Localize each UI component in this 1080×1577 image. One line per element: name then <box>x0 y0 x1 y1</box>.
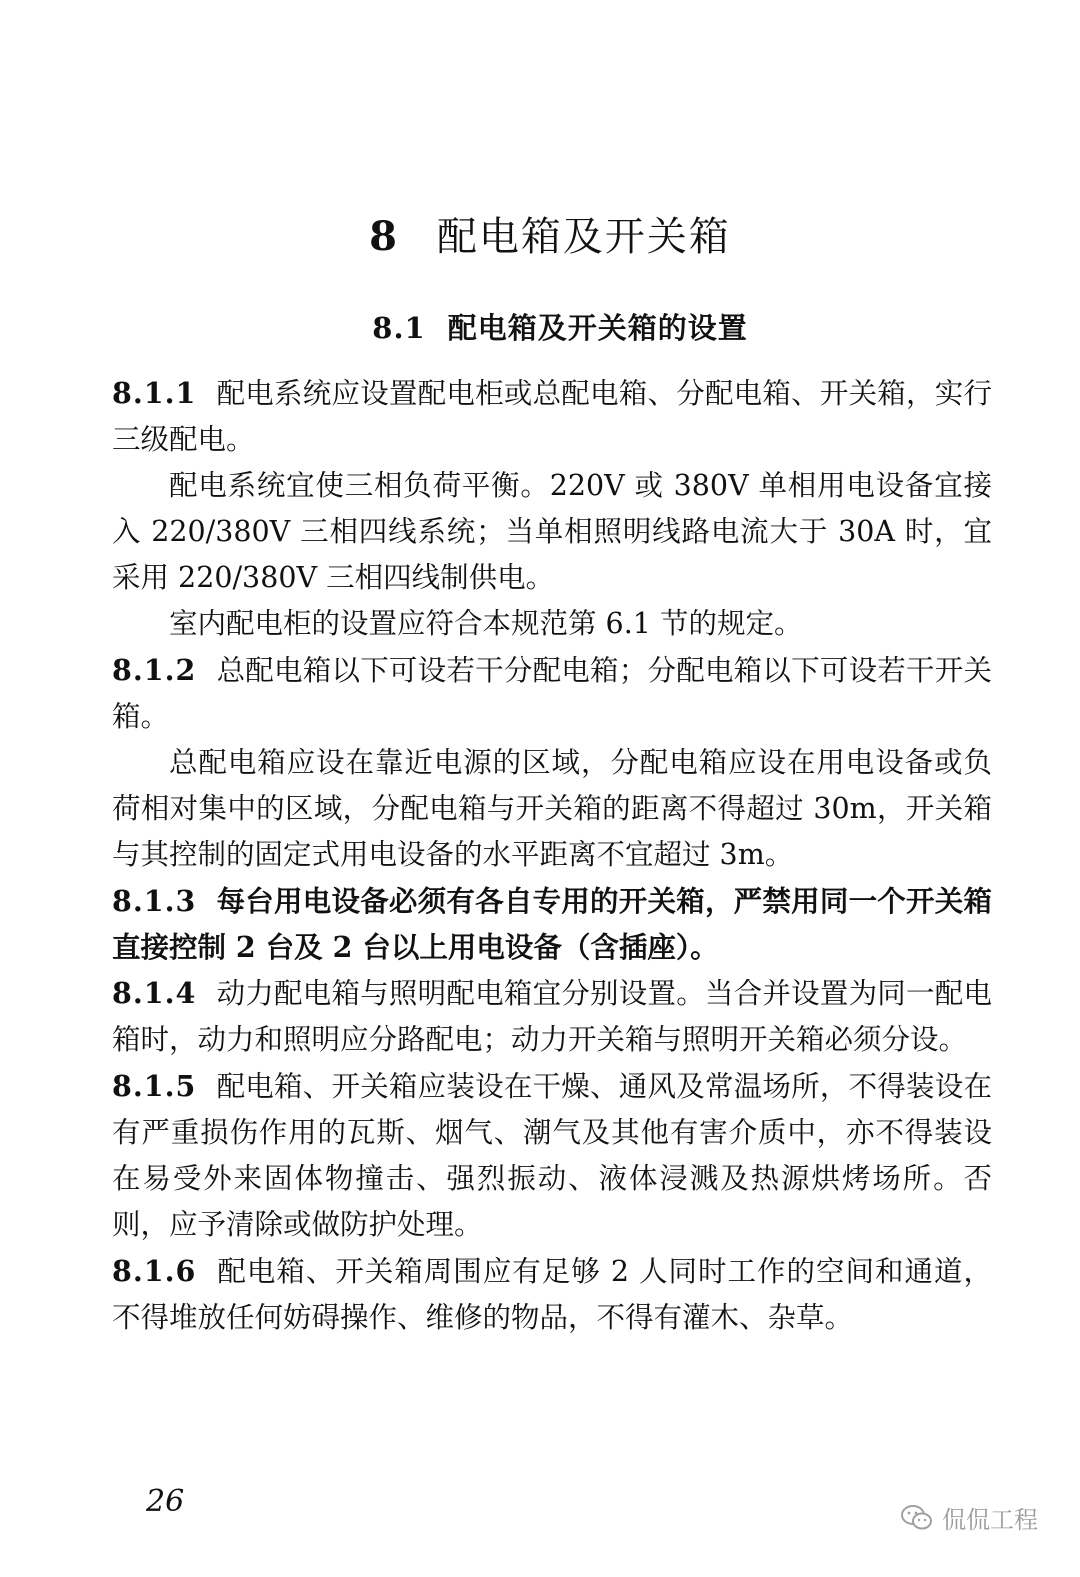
clause-text: 配电箱、开关箱应装设在干燥、通风及常温场所，不得装设在有严重损伤作用的瓦斯、烟气、潮气及其他有害介质中，亦不得装设在易受外来固体物撞击、强烈振动、液体浸溅及热源烘烤场所。否则，应予清除或做防护处理。 <box>112 1070 992 1241</box>
wechat-icon <box>900 1504 934 1532</box>
clause-text-mandatory: 每台用电设备必须有各自专用的开关箱，严禁用同一个开关箱直接控制 2 台及 2 台以上用电设备（含插座）。 <box>112 884 992 964</box>
clause-text: 配电系统应设置配电柜或总配电箱、分配电箱、开关箱，实行三级配电。 <box>112 377 992 456</box>
watermark-text: 侃侃工程 <box>942 1506 1038 1534</box>
section-title-text: 配电箱及开关箱的设置 <box>447 311 748 345</box>
clause-number: 8.1.4 <box>112 976 197 1010</box>
clause-text: 总配电箱以下可设若干分配电箱；分配电箱以下可设若干开关箱。 <box>112 654 992 733</box>
clause-8-1-2 <box>112 647 992 740</box>
section-title <box>0 306 1080 347</box>
chapter-title-text: 配电箱及开关箱 <box>436 214 731 260</box>
clause-text: 动力配电箱与照明配电箱宜分别设置。当合并设置为同一配电箱时，动力和照明应分路配电；动力开关箱与照明开关箱必须分设。 <box>112 977 992 1056</box>
clause-paragraph: 室内配电柜的设置应符合本规范第 6.1 节的规定。 <box>169 607 803 640</box>
clause-number: 8.1.3 <box>112 884 197 918</box>
clause-paragraph: 总配电箱应设在靠近电源的区域，分配电箱应设在用电设备或负荷相对集中的区域，分配电箱与开关箱的距离不得超过 30m，开关箱与其控制的固定式用电设备的水平距离不宜超过 3m。 <box>112 746 992 871</box>
clause-8-1-3 <box>112 878 992 970</box>
clause-8-1-5 <box>112 1063 992 1248</box>
clause-8-1-6 <box>112 1248 992 1341</box>
clause-8-1-1 <box>112 370 992 463</box>
page-number: 26 <box>146 1484 185 1519</box>
chapter-number: 8 <box>369 213 399 260</box>
chapter-title <box>0 205 1080 262</box>
clause-number: 8.1.2 <box>112 653 197 687</box>
clause-text: 配电箱、开关箱周围应有足够 2 人同时工作的空间和通道，不得堆放任何妨碍操作、维修的物品，不得有灌木、杂草。 <box>112 1255 992 1334</box>
clause-8-1-4 <box>112 970 992 1063</box>
clause-number: 8.1.5 <box>112 1069 197 1103</box>
section-number: 8.1 <box>372 311 426 345</box>
clause-number: 8.1.1 <box>112 376 197 410</box>
clause-paragraph: 配电系统宜使三相负荷平衡。220V 或 380V 单相用电设备宜接入 220/380V 三相四线系统；当单相照明线路电流大于 30A 时，宜采用 220/380V 三相四线制供电。 <box>112 469 992 594</box>
document-body <box>112 370 992 1341</box>
watermark <box>900 1500 1038 1535</box>
clause-number: 8.1.6 <box>112 1254 197 1288</box>
